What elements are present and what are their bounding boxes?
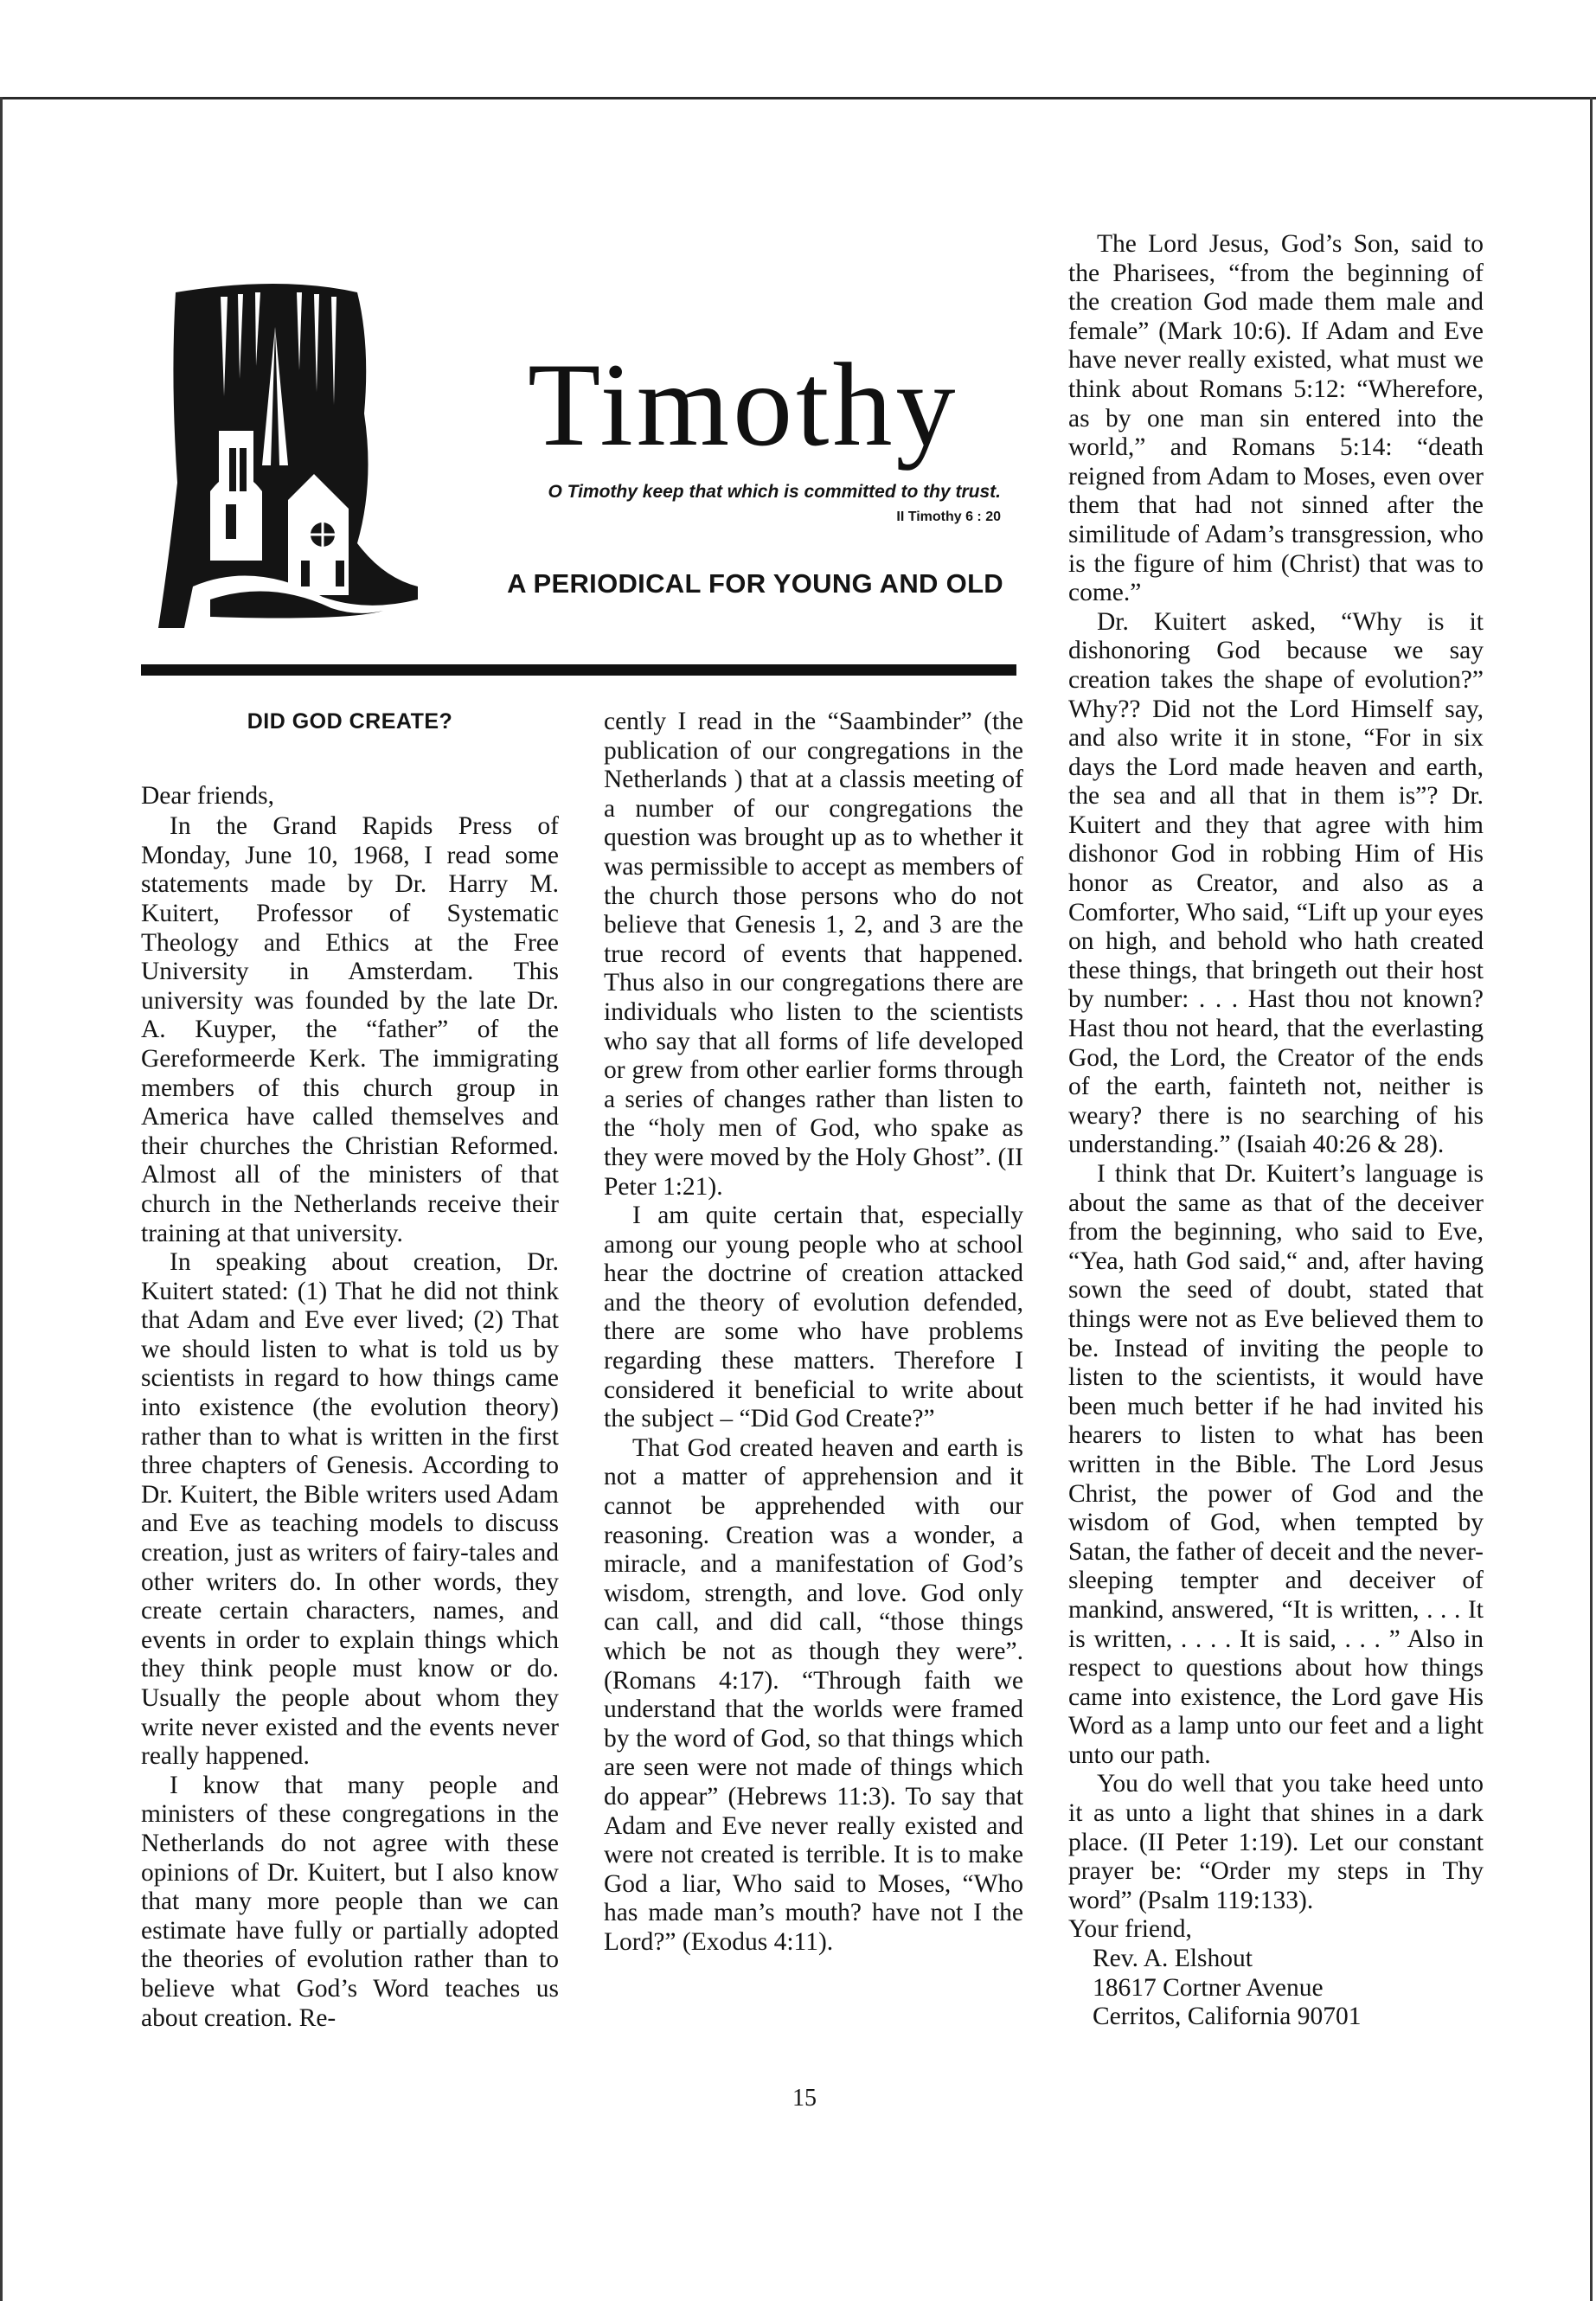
masthead-subtitle: A PERIODICAL FOR YOUNG AND OLD [507, 568, 1003, 599]
article-paragraph: cently I read in the “Saambinder” (the publication of our congregations in the Netherlands ) that at a classis meeting of a number of our congregations the question was brought up as to whether it was permissible to accept as members of the church those persons who do not believe that Genesis 1, 2, and 3 are the true record of events that happened. Thus also in our congregations there are individuals who listen to the scientists who say that all forms of life developed or grew from other earlier forms through a series of changes rather than listen to the “holy men of God, who spake as they were moved by the Holy Ghost”. (II Peter 1:21). [604, 708, 1023, 1201]
article-column-1 [141, 708, 559, 2033]
masthead-title: Timothy [528, 338, 959, 471]
article-paragraph: In the Grand Rapids Press of Monday, June 10, 1968, I read some statements made by Dr. Harry M. Kuitert, Professor of Systematic Theology and Ethics at the Free University in Amsterdam. This university was founded by the late Dr. A. Kuyper, the “father” of the Gereformeerde Kerk. The immigrating members of this church group in America have called themselves and their churches the Christian Reformed. Almost all of the ministers of that church in the Netherlands receive their training at that university. [141, 812, 559, 1247]
article-paragraph: Dr. Kuitert asked, “Why is it dishonoring God because we say creation takes the shape of evolution?” Why?? Did not the Lord Himself say, and also write it in stone, “For in six days the Lord made heaven and earth, the sea and all that in them is”? Dr. Kuitert and they that agree with him dishonor God in robbing Him of His honor as Creator, and also as a Comforter, Who said, “Lift up your eyes on high, and behold who hath created these things, that bringeth out their host by number: . . . Hast thou not known? Hast thou not heard, that the everlasting God, the Lord, the Creator of the ends of the earth, fainteth not, neither is weary? there is no searching of his understanding.” (Isaiah 40:26 & 28). [1068, 607, 1484, 1159]
page-edge-top [0, 97, 1596, 99]
article-paragraph: You do well that you take heed unto it as unto a light that shines in a dark place. (II Peter 1:19). Let our constant prayer be: “Order my steps in Thy word” (Psalm 119:133). [1068, 1770, 1484, 1914]
article-closing: Your friend, [1068, 1915, 1192, 1944]
article-paragraph: In speaking about creation, Dr. Kuitert stated: (1) That he did not think that Adam and Eve ever lived; (2) That we should listen to what is told us by scientists in regard to how things came into existence (the evolution theory) rather than to what is written in the first three chapters of Genesis. According to Dr. Kuitert, the Bible writers used Adam and Eve as teaching models to discuss creation, just as writers of fairy-tales and other writers do. In other words, they create certain characters, names, and events in order to explain things which they think people must know or do. Usually the people about whom they write never existed and the events never really happened. [141, 1248, 559, 1771]
article-column-2 [604, 708, 1023, 1958]
signature-street: 18617 Cortner Avenue [1093, 1973, 1324, 2002]
article-paragraph: I am quite certain that, especially among our young people who at school hear the doctrine of creation attacked and the theory of evolution defended, there are some who have problems regarding these matters. Therefore I considered it beneficial to write about the subject – “Did God Create?” [604, 1202, 1023, 1433]
masthead-motto-reference: II Timothy 6 : 20 [896, 510, 1001, 524]
article-greeting: Dear friends, [141, 781, 274, 810]
signature-city: Cerritos, California 90701 [1093, 2003, 1362, 2031]
article-column-3 [1068, 230, 1484, 2032]
page-number: 15 [792, 2085, 817, 2112]
page-edge-left [0, 97, 3, 2301]
page-edge-right [1590, 97, 1593, 2301]
masthead-motto: O Timothy keep that which is committed to thy trust. [548, 482, 1001, 502]
article-paragraph: That God created heaven and earth is not a matter of apprehension and it cannot be apprehended with our reasoning. Creation was a wonder, a miracle, and a manifestation of God’s wisdom, strength, and love. God only can call, and did call, “those things which be not as though they were”. (Romans 4:17). “Through faith we understand that the worlds were framed by the word of God, so that things which are seen were not made of things which do appear” (Hebrews 11:3). To say that Adam and Eve never really existed and were not created is terrible. It is to make God a liar, Who said to Moses, “Who has made man’s mouth? have not I the Lord?” (Exodus 4:11). [604, 1433, 1023, 1956]
masthead-rule [141, 664, 1016, 676]
article-paragraph: I think that Dr. Kuitert’s language is about the same as that of the deceiver from the beginning, who said to Eve, “Yea, hath God said,“ and, after having sown the seed of doubt, stated that things were not as Eve believed them to be. Instead of inviting the people to listen to the scientists, it would have been much better if he had invited his hearers to listen to what has been written in the Bible. The Lord Jesus Christ, the power of God and the wisdom of God, when tempted by Satan, the father of deceit and the never-sleeping tempter and deceiver of mankind, answered, “It is written, . . . It is written, . . . . It is said, . . . ” Also in respect to questions about how things came into existence, the Lord gave His Word as a lamp unto our feet and a light unto our path. [1068, 1160, 1484, 1769]
signature-name: Rev. A. Elshout [1093, 1945, 1253, 1973]
article-heading: DID GOD CREATE? [247, 709, 453, 734]
church-spire-woodcut-icon [158, 275, 418, 628]
article-paragraph: The Lord Jesus, God’s Son, said to the Pharisees, “from the beginning of the creation God made them male and female” (Mark 10:6). If Adam and Eve have never really existed, what must we think about Romans 5:12: “Wherefore, as by one man sin entered into the world,” and Romans 5:14: “death reigned from Adam to Moses, even over them that had not sinned after the similitude of Adam’s transgression, who is the figure of him (Christ) that was to come.” [1068, 230, 1484, 607]
article-paragraph: I know that many people and ministers of these congregations in the Netherlands do not agree with these opinions of Dr. Kuitert, but I also know that many more people than we can estimate have fully or partially adopted the theories of evolution rather than to believe what God’s Word teaches us about creation. Re- [141, 1771, 559, 2032]
